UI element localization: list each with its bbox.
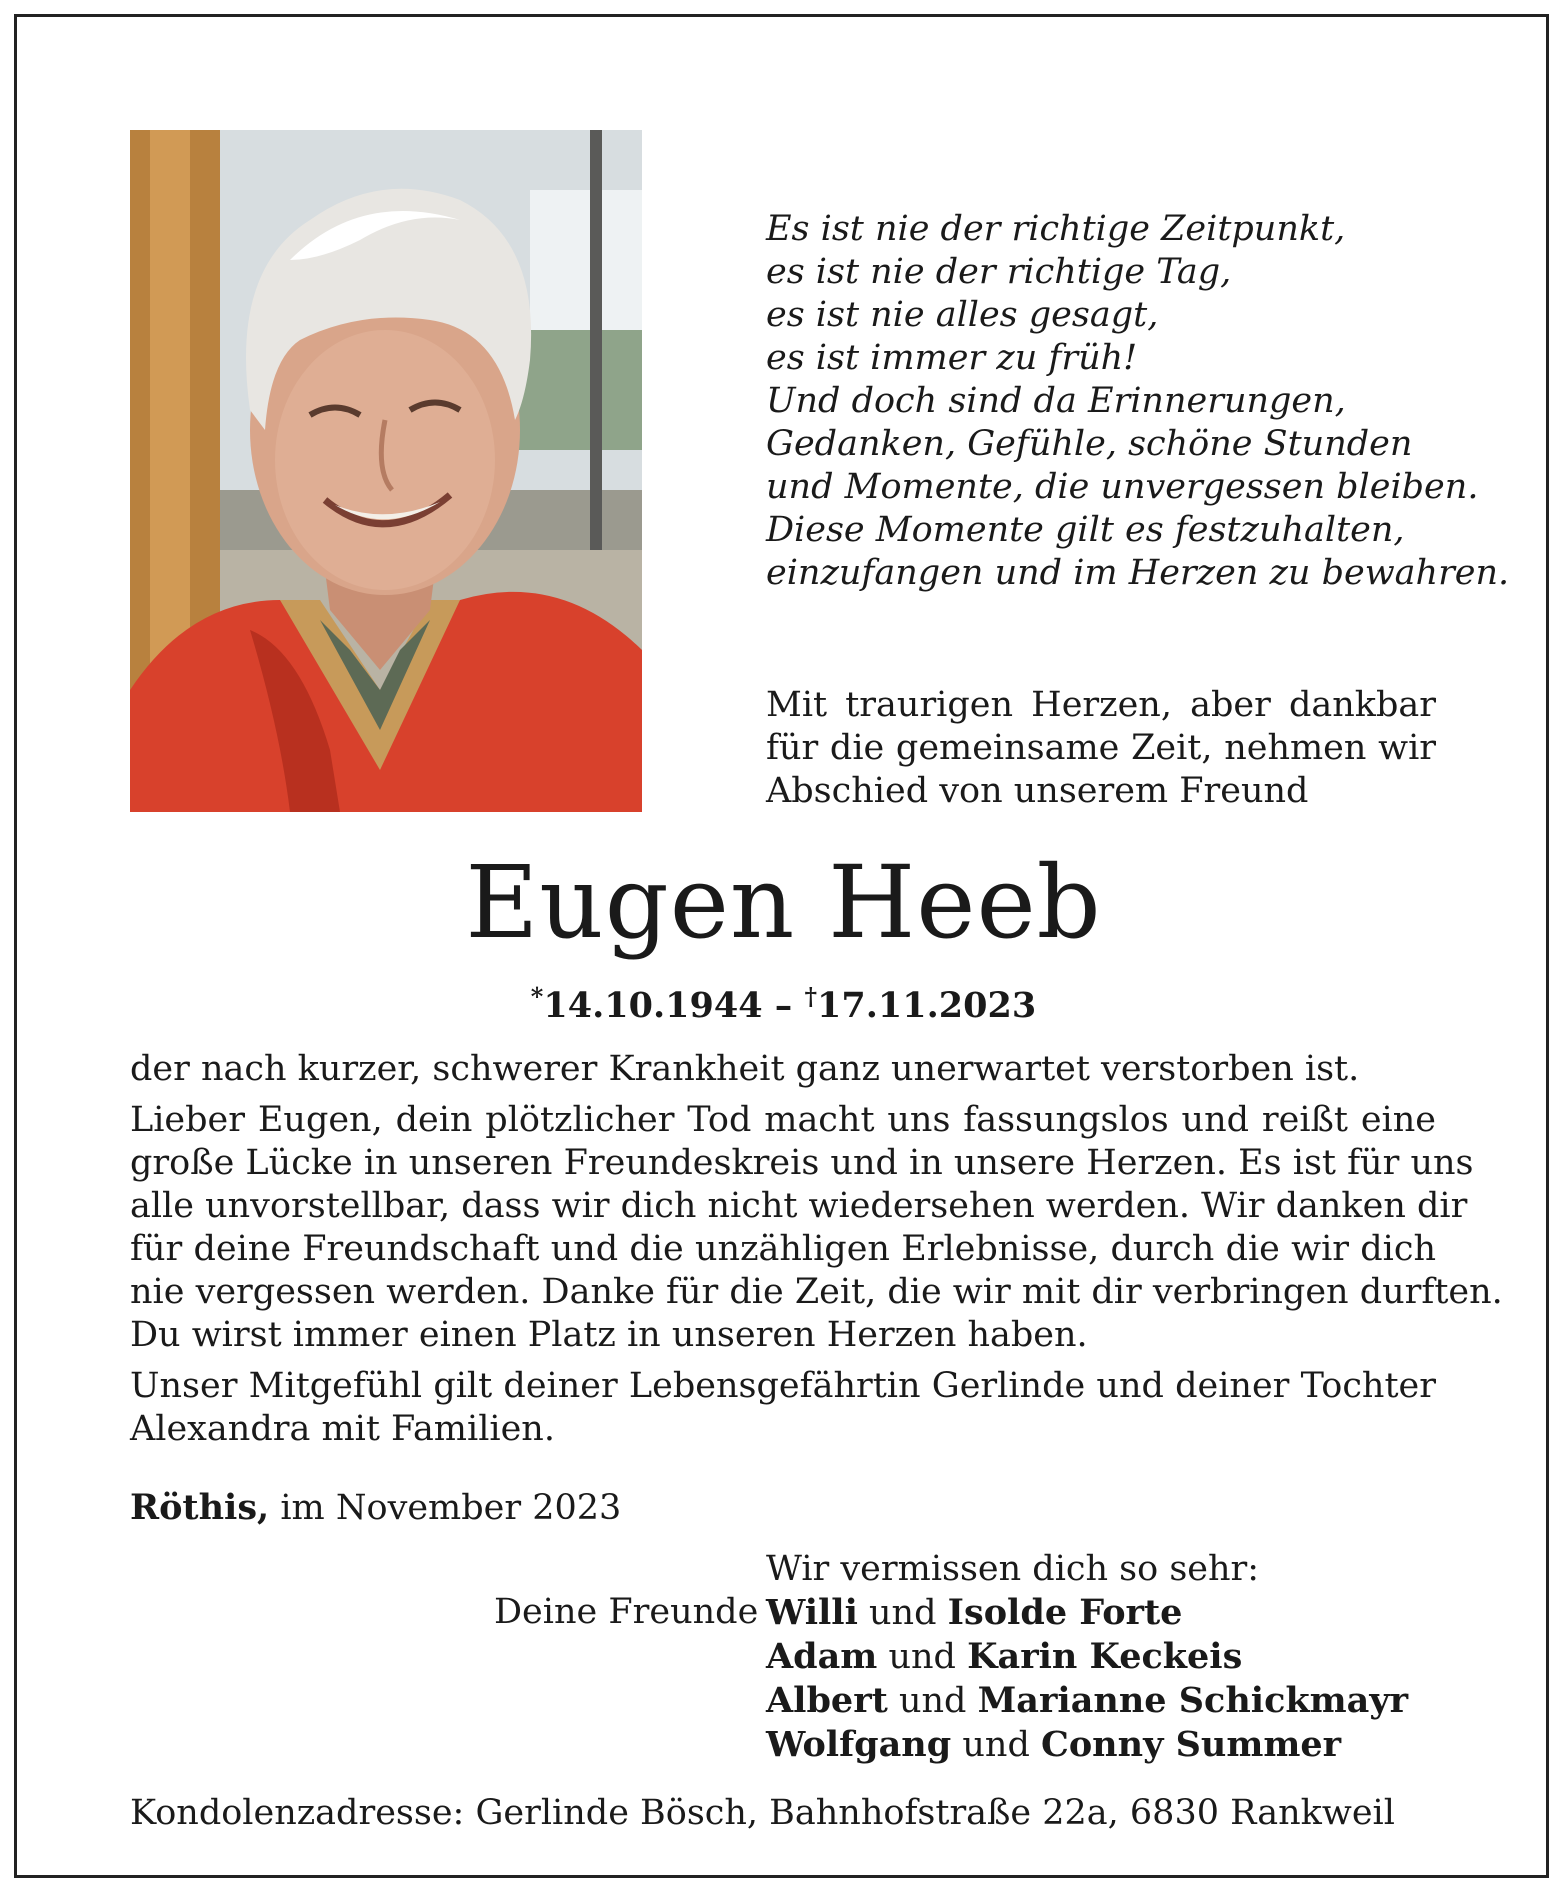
poem-line: einzufangen und im Herzen zu bewahren. [766, 553, 1510, 593]
life-dates [0, 972, 1567, 1031]
poem-line: Und doch sind da Erinnerungen, [766, 381, 1346, 421]
body-line: für deine Freundschaft und die unzähligen Erlebnisse, durch die wir dich [130, 1229, 1436, 1269]
body-line: Du wirst immer einen Platz in unseren Herzen haben. [130, 1315, 1088, 1355]
friend-second: Isolde Forte [947, 1592, 1183, 1633]
body-line: nie vergessen werden. Danke für die Zeit, die wir mit dir verbringen durften. [130, 1272, 1503, 1312]
friend-first: Willi [766, 1592, 858, 1633]
place-month: im November 2023 [269, 1488, 622, 1528]
body-paragraph [130, 1099, 1503, 1357]
body-paragraph [130, 1365, 1436, 1451]
death-date: 17.11.2023 [817, 985, 1037, 1026]
friend-second: Marianne Schickmayr [977, 1680, 1409, 1721]
deceased-name: Eugen Heeb [465, 844, 1102, 961]
poem-line: Gedanken, Gefühle, schöne Stunden [766, 424, 1413, 464]
body-line: Alexandra mit Familien. [130, 1409, 555, 1449]
poem-line: Diese Momente gilt es festzuhalten, [766, 510, 1405, 550]
poem-line: Es ist nie der richtige Zeitpunkt, [766, 209, 1346, 249]
place-town: Röthis, [130, 1487, 270, 1528]
obituary-body [130, 1048, 1503, 1459]
friend-und: und [877, 1637, 968, 1677]
date-separator: – [774, 985, 793, 1026]
poem-verse [766, 208, 1510, 595]
death-symbol: † [804, 982, 817, 1011]
body-line: alle unvorstellbar, dass wir dich nicht wiedersehen werden. Wir danken dir [130, 1186, 1468, 1226]
poem-line: und Momente, die unvergessen bleiben. [766, 467, 1479, 507]
friend-und: und [951, 1725, 1041, 1765]
poem-line: es ist immer zu früh! [766, 338, 1138, 378]
intro-text [766, 684, 1436, 813]
deine-freunde-label: Deine Freunde [494, 1592, 759, 1632]
friend-couple [766, 1723, 1408, 1767]
friend-first: Wolfgang [766, 1724, 952, 1765]
poem-line: es ist nie der richtige Tag, [766, 252, 1232, 292]
signoff-line: Wir vermissen dich so sehr: [766, 1549, 1260, 1589]
friend-couple [766, 1679, 1408, 1723]
body-line: Lieber Eugen, dein plötzlicher Tod macht uns fassungslos und reißt eine [130, 1100, 1436, 1140]
friend-couple [766, 1591, 1408, 1635]
body-paragraph [130, 1048, 1436, 1091]
intro-line: für die gemeinsame Zeit, nehmen wir [766, 728, 1436, 768]
friend-und: und [887, 1681, 978, 1721]
intro-line: Abschied von unserem Freund [766, 771, 1309, 811]
portrait-photo [130, 130, 642, 812]
friend-couple [766, 1635, 1408, 1679]
body-line: der nach kurzer, schwerer Krankheit ganz unerwartet verstorben ist. [130, 1049, 1360, 1089]
birth-symbol: * [530, 982, 544, 1011]
friend-first: Albert [766, 1680, 888, 1721]
portrait-illustration [130, 130, 642, 812]
birth-date: 14.10.1944 [543, 985, 763, 1026]
friend-first: Adam [766, 1636, 878, 1677]
poem-line: es ist nie alles gesagt, [766, 295, 1159, 335]
place-date [130, 1486, 621, 1530]
friends-list [766, 1591, 1408, 1767]
body-line: große Lücke in unseren Freundeskreis und in unsere Herzen. Es ist für uns [130, 1143, 1474, 1183]
body-line: Unser Mitgefühl gilt deiner Lebensgefährtin Gerlinde und deiner Tochter [130, 1366, 1436, 1406]
intro-line: Mit traurigen Herzen, aber dankbar [766, 685, 1436, 725]
friend-second: Conny Summer [1040, 1724, 1342, 1765]
condolence-address: Kondolenzadresse: Gerlinde Bösch, Bahnhofstraße 22a, 6830 Rankweil [130, 1793, 1395, 1833]
friend-und: und [857, 1593, 948, 1633]
friend-second: Karin Keckeis [967, 1636, 1243, 1677]
